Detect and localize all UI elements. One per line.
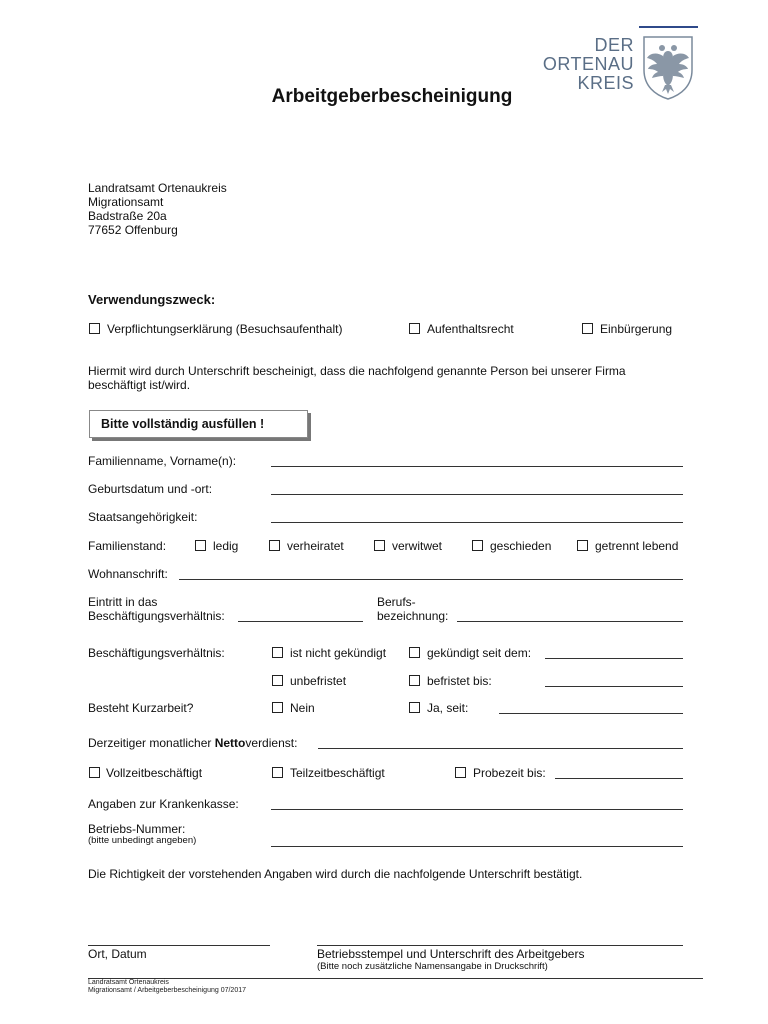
parttime-checkbox[interactable]	[272, 767, 283, 778]
employment-label-limited: befristet bis:	[427, 674, 492, 688]
shorttime-label-yes: Ja, seit:	[427, 701, 469, 715]
purpose-checkbox-einbuergerung[interactable]	[582, 323, 593, 334]
probation-checkbox[interactable]	[455, 767, 466, 778]
birth-label: Geburtsdatum und -ort:	[88, 482, 213, 496]
footer-divider	[88, 978, 703, 979]
insurance-input-line[interactable]	[271, 809, 683, 810]
terminated-date-input-line[interactable]	[545, 658, 683, 659]
residence-input-line[interactable]	[179, 579, 683, 580]
marital-label-verwitwet: verwitwet	[392, 539, 443, 553]
shorttime-label-no: Nein	[290, 701, 315, 715]
shorttime-checkbox-yes[interactable]	[409, 702, 420, 713]
marital-label-verheiratet: verheiratet	[287, 539, 344, 553]
signature-line[interactable]	[317, 945, 683, 946]
entry-label-2: Beschäftigungsverhältnis:	[88, 609, 225, 623]
marital-checkbox-geschieden[interactable]	[472, 540, 483, 551]
purpose-heading: Verwendungszweck:	[88, 292, 216, 307]
insurance-label: Angaben zur Krankenkasse:	[88, 797, 239, 811]
marital-checkbox-verwitwet[interactable]	[374, 540, 385, 551]
address-line-2: Migrationsamt	[88, 195, 164, 209]
company-number-label: Betriebs-Nummer:	[88, 822, 186, 836]
shorttime-label: Besteht Kurzarbeit?	[88, 701, 194, 715]
company-number-note: (bitte unbedingt angeben)	[88, 835, 197, 846]
employment-label: Beschäftigungsverhältnis:	[88, 646, 225, 660]
marital-checkbox-getrennt[interactable]	[577, 540, 588, 551]
logo-line-der: DER	[594, 35, 634, 55]
place-date-label: Ort, Datum	[88, 947, 147, 961]
signature-note: (Bitte noch zusätzliche Namensangabe in Druckschrift)	[317, 961, 548, 972]
fulltime-label: Vollzeitbeschäftigt	[106, 766, 203, 780]
purpose-label-verpflichtung: Verpflichtungserklärung (Besuchsaufenthalt)	[107, 322, 343, 336]
employment-checkbox-terminated[interactable]	[409, 647, 420, 658]
nationality-label: Staatsangehörigkeit:	[88, 510, 198, 524]
employment-label-unlimited: unbefristet	[290, 674, 347, 688]
net-income-input-line[interactable]	[318, 748, 683, 749]
footer-line-1: Landratsamt Ortenaukreis	[88, 979, 169, 986]
signature-label: Betriebsstempel und Unterschrift des Arbeitgebers	[317, 947, 585, 961]
address-line-1: Landratsamt Ortenaukreis	[88, 181, 227, 195]
net-income-bold: Netto	[214, 736, 246, 750]
net-income-label	[88, 736, 297, 750]
logo-line-kreis: KREIS	[577, 73, 634, 93]
nationality-input-line[interactable]	[271, 522, 683, 523]
intro-line-1: Hiermit wird durch Unterschrift bescheinigt, dass die nachfolgend genannte Person bei unserer Firma	[88, 364, 626, 378]
footer-line-2: Migrationsamt / Arbeitgeberbescheinigung 07/2017	[88, 987, 246, 994]
document-title: Arbeitgeberbescheinigung	[271, 86, 513, 107]
intro-line-2: beschäftigt ist/wird.	[88, 378, 191, 392]
employment-label-terminated: gekündigt seit dem:	[427, 646, 532, 660]
company-number-input-line[interactable]	[271, 846, 683, 847]
marital-label-ledig: ledig	[213, 539, 239, 553]
address-line-3: Badstraße 20a	[88, 209, 167, 223]
entry-label-1: Eintritt in das	[88, 595, 158, 609]
purpose-label-einbuergerung: Einbürgerung	[600, 322, 673, 336]
employment-checkbox-not-terminated[interactable]	[272, 647, 283, 658]
address-line-4: 77652 Offenburg	[88, 223, 178, 237]
shorttime-since-input-line[interactable]	[499, 713, 683, 714]
job-label-1: Berufs-	[377, 595, 416, 609]
job-label-2: bezeichnung:	[377, 609, 449, 623]
marital-checkbox-ledig[interactable]	[195, 540, 206, 551]
confirmation-text: Die Richtigkeit der vorstehenden Angaben wird durch die nachfolgende Unterschrift bestätigt.	[88, 867, 583, 881]
fulltime-checkbox[interactable]	[89, 767, 100, 778]
employment-label-not-terminated: ist nicht gekündigt	[290, 646, 387, 660]
probation-date-input-line[interactable]	[555, 778, 683, 779]
limited-date-input-line[interactable]	[545, 686, 683, 687]
net-income-prefix: Derzeitiger monatlicher	[88, 736, 215, 750]
purpose-checkbox-aufenthaltsrecht[interactable]	[409, 323, 420, 334]
shorttime-checkbox-no[interactable]	[272, 702, 283, 713]
net-income-suffix: verdienst:	[245, 736, 298, 750]
name-label: Familienname, Vorname(n):	[88, 454, 237, 468]
marital-label-geschieden: geschieden	[490, 539, 552, 553]
purpose-checkbox-verpflichtung[interactable]	[89, 323, 100, 334]
marital-label-getrennt: getrennt lebend	[595, 539, 679, 553]
place-date-line[interactable]	[88, 945, 270, 946]
employment-checkbox-unlimited[interactable]	[272, 675, 283, 686]
employment-checkbox-limited[interactable]	[409, 675, 420, 686]
job-input-line[interactable]	[457, 621, 683, 622]
logo-line-ortenau: ORTENAU	[542, 54, 634, 74]
marital-checkbox-verheiratet[interactable]	[269, 540, 280, 551]
probation-label: Probezeit bis:	[473, 766, 546, 780]
logo-top-rule	[639, 26, 698, 28]
purpose-label-aufenthaltsrecht: Aufenthaltsrecht	[427, 322, 514, 336]
birth-input-line[interactable]	[271, 494, 683, 495]
marital-label: Familienstand:	[88, 539, 167, 553]
fill-out-notice: Bitte vollständig ausfüllen !	[89, 410, 308, 438]
parttime-label: Teilzeitbeschäftigt	[290, 766, 385, 780]
residence-label: Wohnanschrift:	[88, 567, 168, 581]
name-input-line[interactable]	[271, 466, 683, 467]
entry-input-line[interactable]	[238, 621, 363, 622]
